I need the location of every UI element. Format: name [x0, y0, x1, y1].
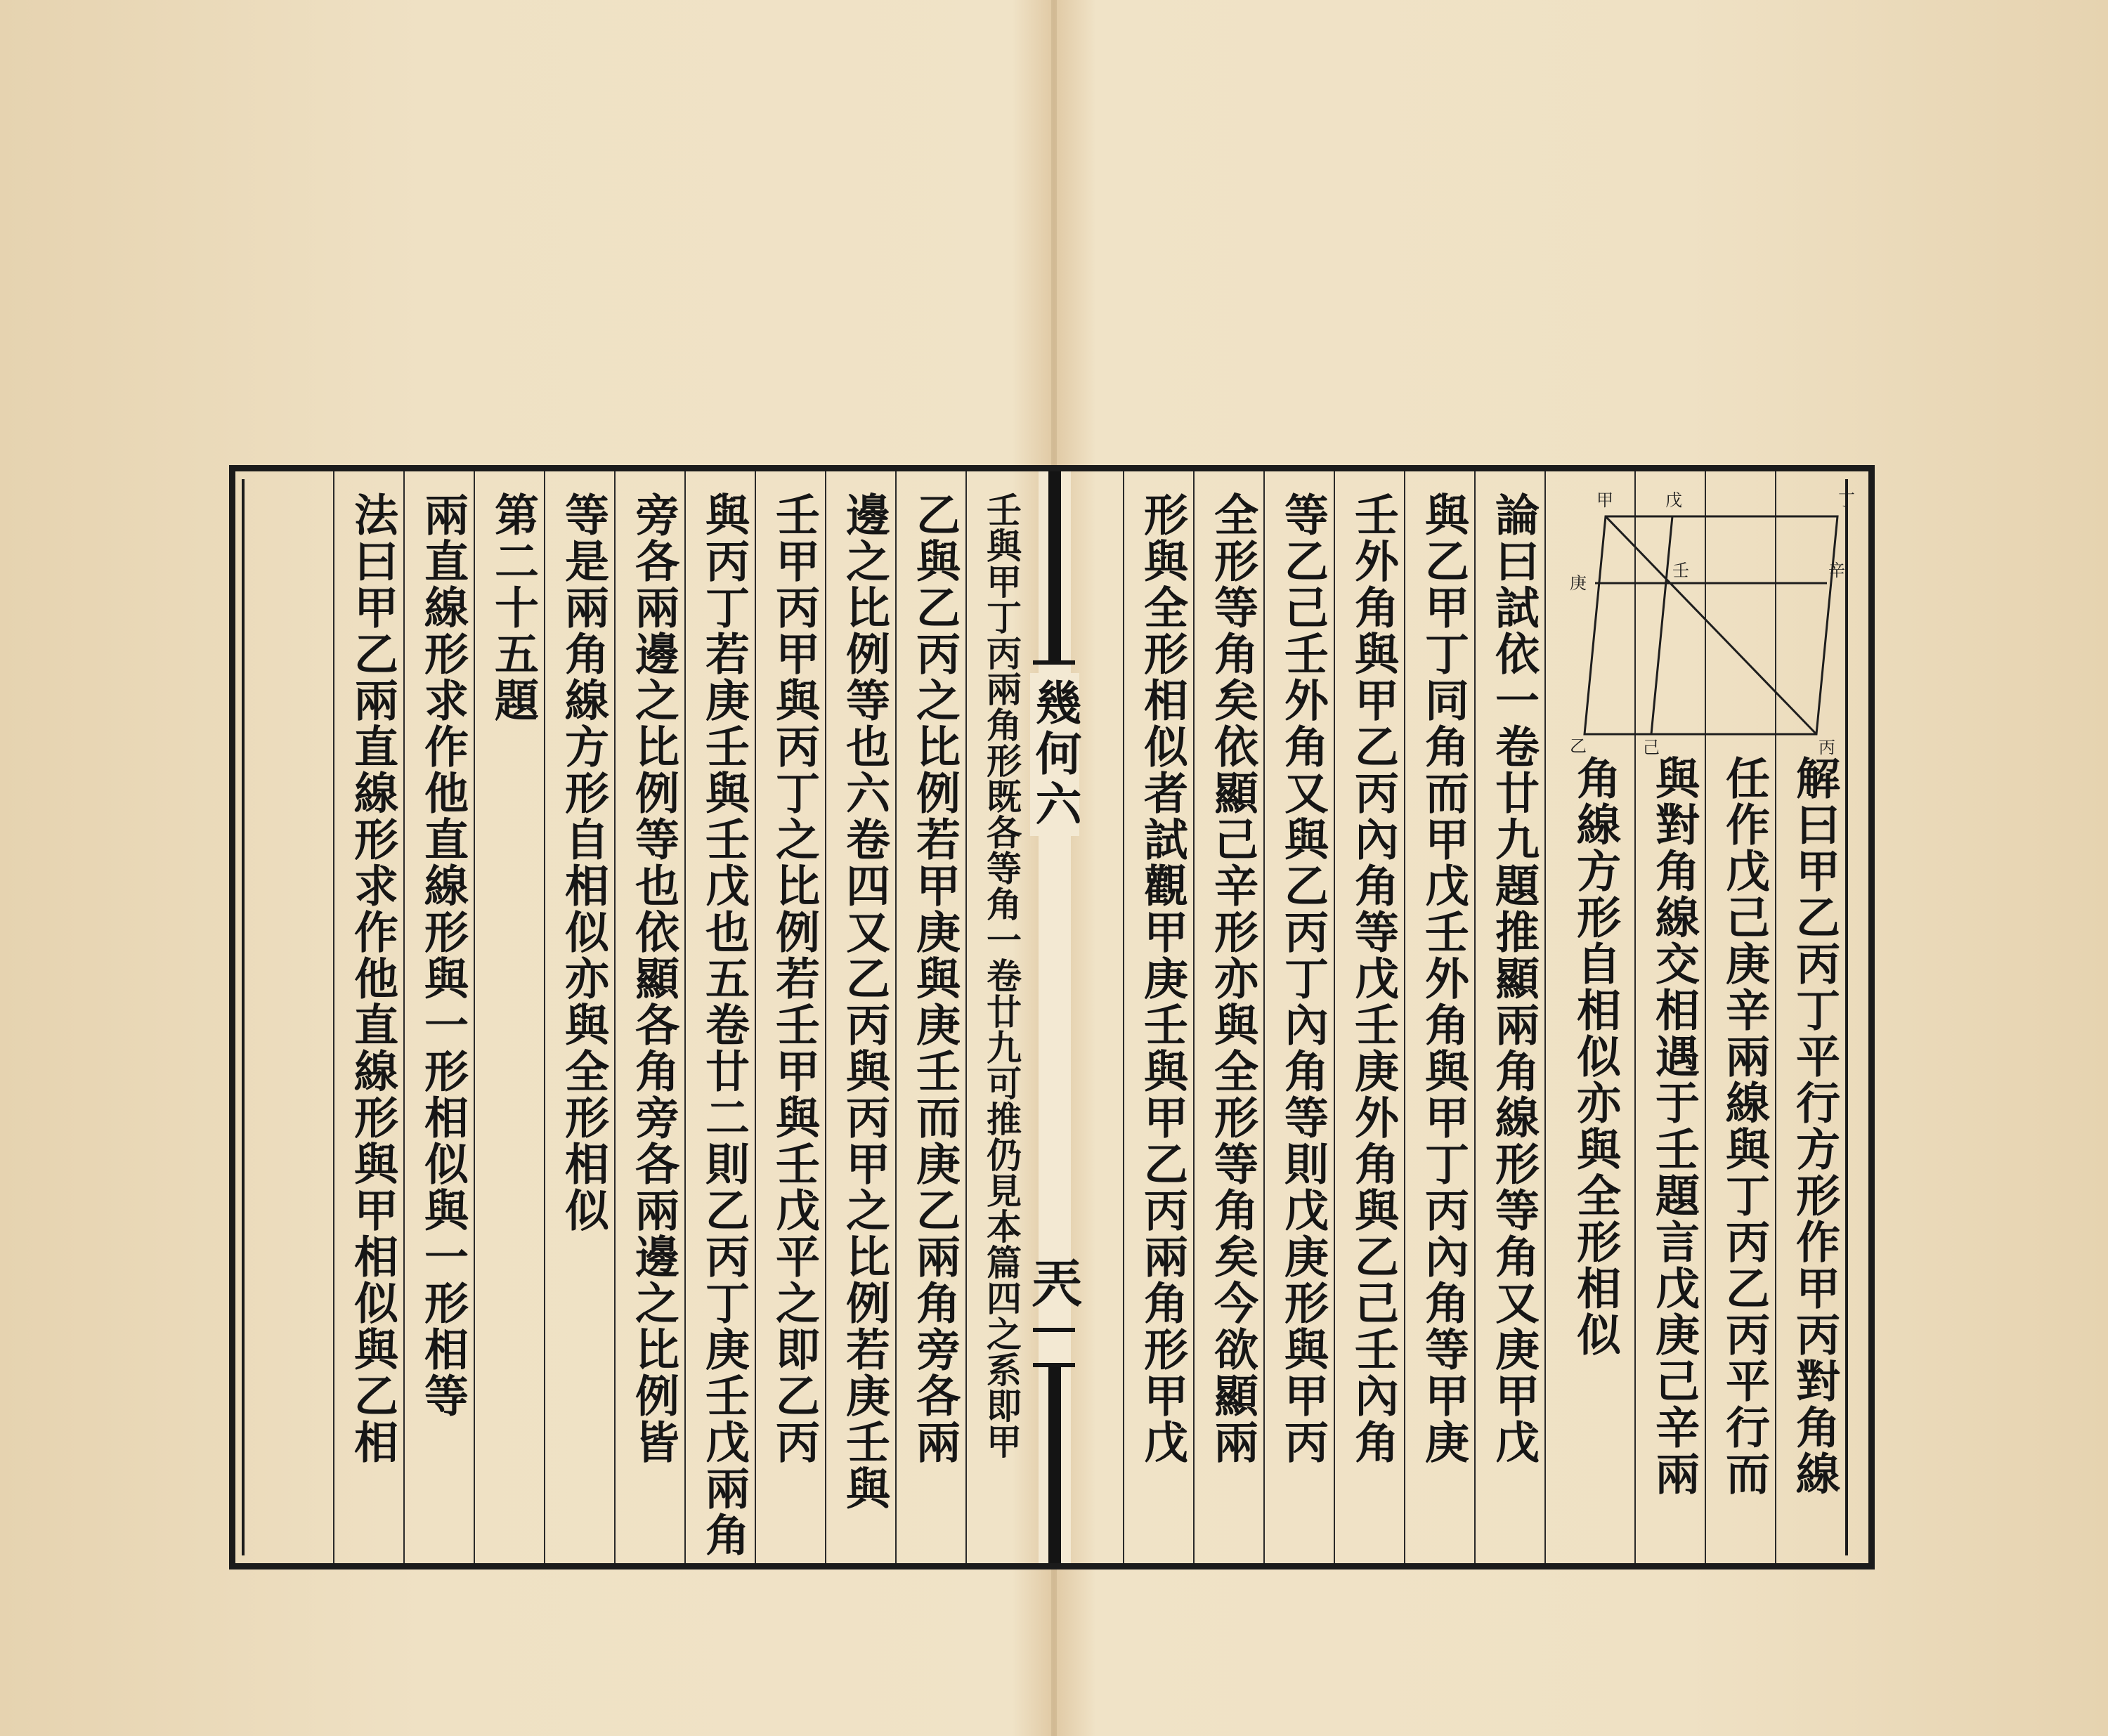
text-column: 壬與甲丁丙兩角形既各等角一卷廿九可推仍見本篇四之系即甲: [981, 492, 1022, 1459]
column-rule: [755, 471, 756, 1563]
text-column: 壬外角與甲乙丙內角等戊壬庚外角與乙己壬內角: [1348, 492, 1400, 1466]
text-column: 形與全形相似者試觀甲庚壬與甲乙丙兩角形甲戊: [1137, 492, 1189, 1466]
center-black-bar-bottom: [1048, 1363, 1061, 1563]
text-column: 解曰甲乙丙丁平行方形作甲丙對角線: [1789, 755, 1841, 1497]
fish-tail-mark-bottom: [1033, 1328, 1075, 1367]
page-number: 兲: [1032, 1254, 1083, 1314]
section-heading: 第二十五題: [488, 492, 540, 724]
column-rule: [1404, 471, 1405, 1563]
column-rule: [333, 471, 334, 1563]
text-column: 任作戊己庚辛兩線與丁丙乙丙平行而: [1719, 755, 1771, 1497]
text-column: 與對角線交相遇于壬題言戊庚己辛兩: [1648, 755, 1700, 1497]
label-ding: 丁: [1838, 490, 1855, 510]
diagonal-line: [1606, 516, 1816, 734]
column-rule: [1334, 471, 1335, 1563]
label-jia: 甲: [1596, 490, 1613, 510]
book-title: 幾何六: [1030, 673, 1079, 836]
column-rule: [1193, 471, 1195, 1563]
text-column: 論曰試依一卷廿九題推顯兩角線形等角又庚甲戊: [1488, 492, 1540, 1466]
column-rule: [403, 471, 405, 1563]
column-rule: [1123, 471, 1124, 1563]
text-column: 等乙己壬外角又與乙丙丁內角等則戊庚形與甲丙: [1277, 492, 1329, 1466]
text-column: 壬甲丙甲與丙丁之比例若壬甲與壬戊平之即乙丙: [769, 492, 821, 1466]
text-column: 邊之比例等也六卷四又乙丙與丙甲之比例若庚壬與: [839, 492, 891, 1512]
label-yi: 乙: [1570, 736, 1587, 756]
column-rule: [544, 471, 545, 1563]
column-rule: [684, 471, 686, 1563]
label-ji: 己: [1643, 738, 1660, 757]
text-column: 兩直線形求作他直線形與一形相似與一形相等: [417, 492, 469, 1419]
line-wu-ji: [1651, 516, 1672, 734]
label-xin: 辛: [1828, 561, 1845, 580]
text-column: 法曰甲乙兩直線形求作他直線形與甲相似與乙相: [347, 492, 399, 1466]
text-column: 等是兩角線方形自相似亦與全形相似: [558, 492, 610, 1234]
column-rule: [614, 471, 616, 1563]
text-column: 與乙甲丁同角而甲戊壬外角與甲丁丙內角等甲庚: [1418, 492, 1470, 1466]
frame-inner-rule-left: [242, 479, 245, 1555]
text-column: 與丙丁若庚壬與壬戊也五卷廿二則乙丙丁庚壬戊兩角: [698, 492, 750, 1558]
center-black-bar-top: [1048, 471, 1061, 661]
text-column: 乙與乙丙之比例若甲庚與庚壬而庚乙兩角旁各兩: [909, 492, 961, 1466]
label-ren: 壬: [1672, 561, 1689, 580]
column-rule: [1544, 471, 1546, 1563]
column-rule: [825, 471, 826, 1563]
text-column: 角線方形自相似亦與全形相似: [1570, 755, 1622, 1358]
label-geng: 庚: [1570, 573, 1587, 593]
column-rule: [895, 471, 897, 1563]
label-wu: 戊: [1665, 490, 1682, 510]
column-rule: [965, 471, 967, 1563]
text-column: 全形等角矣依顯己辛形亦與全形等角矣今欲顯兩: [1207, 492, 1259, 1466]
column-rule: [1263, 471, 1265, 1563]
label-bing: 丙: [1819, 738, 1835, 757]
column-rule: [1474, 471, 1476, 1563]
column-rule: [474, 471, 475, 1563]
text-column: 旁各兩邊之比例等也依顯各角旁各兩邊之比例皆: [628, 492, 680, 1466]
parallelogram-diagram: [1567, 478, 1862, 762]
